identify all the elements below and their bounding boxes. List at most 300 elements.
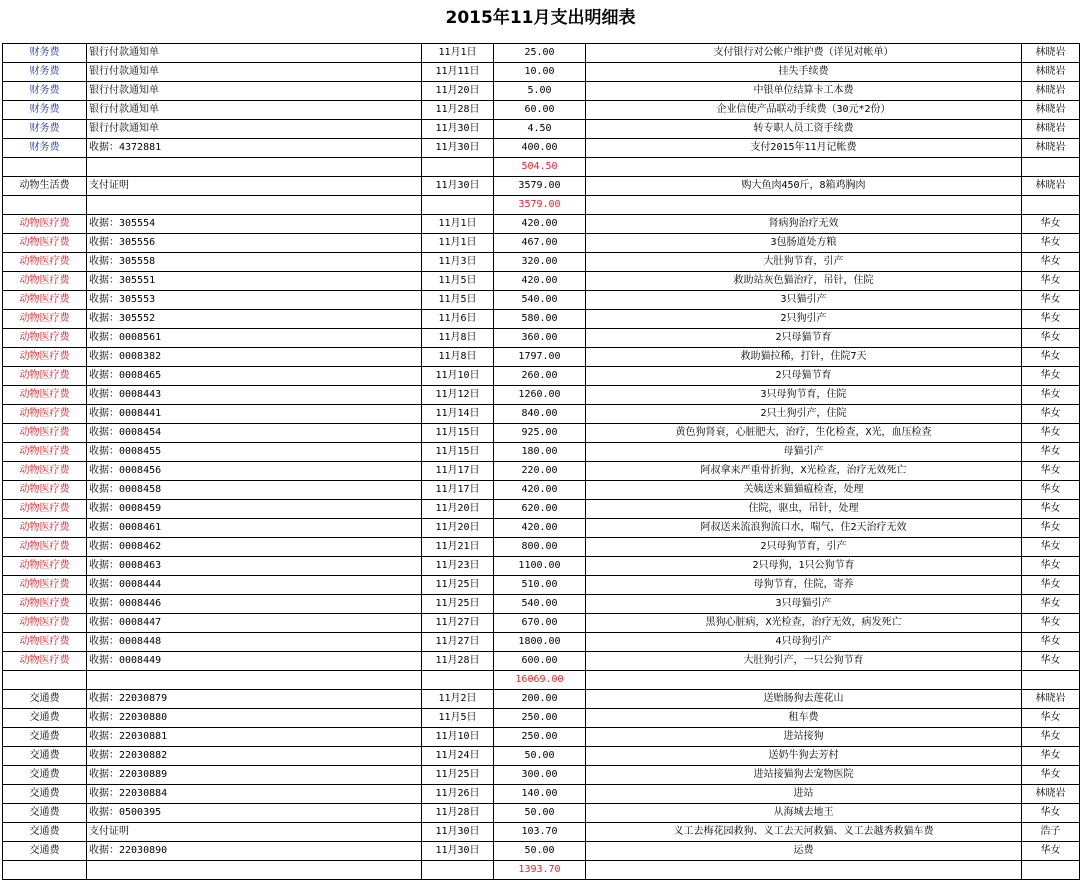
table-row[interactable] — [3, 443, 1080, 462]
date-cell[interactable]: 11月30日 — [422, 120, 494, 139]
category-cell[interactable]: 财务费 — [3, 120, 87, 139]
amount-cell[interactable]: 420.00 — [494, 481, 586, 500]
date-cell[interactable] — [422, 671, 494, 690]
table-row[interactable] — [3, 633, 1080, 652]
document-cell[interactable]: 收据：0008456 — [87, 462, 422, 481]
category-cell[interactable]: 动物医疗费 — [3, 272, 87, 291]
document-cell[interactable]: 收据：0008449 — [87, 652, 422, 671]
date-cell[interactable]: 11月2日 — [422, 690, 494, 709]
description-cell[interactable]: 企业信使产品联动手续费（30元*2份） — [586, 101, 1022, 120]
document-cell[interactable]: 收据：305558 — [87, 253, 422, 272]
category-cell[interactable]: 财务费 — [3, 82, 87, 101]
amount-cell[interactable]: 60.00 — [494, 101, 586, 120]
amount-cell[interactable]: 103.70 — [494, 823, 586, 842]
document-cell[interactable]: 收据：0008465 — [87, 367, 422, 386]
document-cell[interactable]: 收据：0008444 — [87, 576, 422, 595]
date-cell[interactable]: 11月15日 — [422, 424, 494, 443]
document-cell[interactable]: 收据：22030879 — [87, 690, 422, 709]
amount-cell[interactable]: 320.00 — [494, 253, 586, 272]
date-cell[interactable]: 11月3日 — [422, 253, 494, 272]
category-cell[interactable]: 财务费 — [3, 63, 87, 82]
table-row[interactable] — [3, 120, 1080, 139]
subtotal-amount-cell[interactable]: 504.50 — [494, 158, 586, 177]
document-cell[interactable]: 收据：305554 — [87, 215, 422, 234]
description-cell[interactable]: 肾病狗治疗无效 — [586, 215, 1022, 234]
table-row[interactable] — [3, 215, 1080, 234]
description-cell[interactable]: 送贻肠狗去莲花山 — [586, 690, 1022, 709]
handler-cell[interactable]: 华女 — [1022, 519, 1080, 538]
category-cell[interactable]: 动物医疗费 — [3, 614, 87, 633]
table-row[interactable] — [3, 253, 1080, 272]
description-cell[interactable]: 母猫引产 — [586, 443, 1022, 462]
amount-cell[interactable]: 540.00 — [494, 291, 586, 310]
date-cell[interactable]: 11月1日 — [422, 215, 494, 234]
date-cell[interactable]: 11月28日 — [422, 804, 494, 823]
amount-cell[interactable]: 140.00 — [494, 785, 586, 804]
handler-cell[interactable]: 华女 — [1022, 709, 1080, 728]
category-cell[interactable]: 动物医疗费 — [3, 519, 87, 538]
amount-cell[interactable]: 200.00 — [494, 690, 586, 709]
table-row[interactable] — [3, 519, 1080, 538]
document-cell[interactable]: 收据：0008447 — [87, 614, 422, 633]
handler-cell[interactable] — [1022, 861, 1080, 880]
description-cell[interactable]: 大肚狗节育，引产 — [586, 253, 1022, 272]
document-cell[interactable]: 收据：0008382 — [87, 348, 422, 367]
date-cell[interactable]: 11月27日 — [422, 614, 494, 633]
date-cell[interactable]: 11月20日 — [422, 82, 494, 101]
document-cell[interactable]: 支付证明 — [87, 823, 422, 842]
document-cell[interactable]: 收据：305556 — [87, 234, 422, 253]
category-cell[interactable]: 动物医疗费 — [3, 234, 87, 253]
handler-cell[interactable]: 林晓岩 — [1022, 101, 1080, 120]
handler-cell[interactable]: 华女 — [1022, 215, 1080, 234]
date-cell[interactable]: 11月23日 — [422, 557, 494, 576]
category-cell[interactable]: 交通费 — [3, 747, 87, 766]
subtotal-row[interactable] — [3, 671, 1080, 690]
handler-cell[interactable]: 华女 — [1022, 310, 1080, 329]
category-cell[interactable]: 动物医疗费 — [3, 595, 87, 614]
handler-cell[interactable] — [1022, 671, 1080, 690]
description-cell[interactable]: 救助站灰色猫治疗，吊针，住院 — [586, 272, 1022, 291]
category-cell[interactable]: 财务费 — [3, 44, 87, 63]
category-cell[interactable]: 动物生活费 — [3, 177, 87, 196]
document-cell[interactable] — [87, 861, 422, 880]
date-cell[interactable]: 11月21日 — [422, 538, 494, 557]
subtotal-amount-cell[interactable]: 16069.00 — [494, 671, 586, 690]
document-cell[interactable]: 收据：22030889 — [87, 766, 422, 785]
table-row[interactable] — [3, 234, 1080, 253]
document-cell[interactable]: 收据：22030881 — [87, 728, 422, 747]
table-row[interactable] — [3, 291, 1080, 310]
handler-cell[interactable]: 华女 — [1022, 291, 1080, 310]
description-cell[interactable]: 支付银行对公帐户维护费（详见对帐单） — [586, 44, 1022, 63]
document-cell[interactable]: 收据：0008454 — [87, 424, 422, 443]
amount-cell[interactable]: 220.00 — [494, 462, 586, 481]
document-cell[interactable]: 收据：0008561 — [87, 329, 422, 348]
document-cell[interactable]: 收据：22030884 — [87, 785, 422, 804]
amount-cell[interactable]: 360.00 — [494, 329, 586, 348]
description-cell[interactable]: 2只狗引产 — [586, 310, 1022, 329]
document-cell[interactable]: 收据：0008455 — [87, 443, 422, 462]
handler-cell[interactable]: 华女 — [1022, 576, 1080, 595]
date-cell[interactable]: 11月5日 — [422, 272, 494, 291]
amount-cell[interactable]: 50.00 — [494, 747, 586, 766]
description-cell[interactable]: 进站接猫狗去宠物医院 — [586, 766, 1022, 785]
handler-cell[interactable]: 华女 — [1022, 234, 1080, 253]
table-row[interactable] — [3, 614, 1080, 633]
table-row[interactable] — [3, 709, 1080, 728]
handler-cell[interactable]: 华女 — [1022, 462, 1080, 481]
document-cell[interactable]: 收据：0008459 — [87, 500, 422, 519]
description-cell[interactable]: 3包肠道处方粮 — [586, 234, 1022, 253]
description-cell[interactable]: 2只母猫节育 — [586, 367, 1022, 386]
category-cell[interactable] — [3, 861, 87, 880]
subtotal-amount-cell[interactable]: 3579.00 — [494, 196, 586, 215]
amount-cell[interactable]: 420.00 — [494, 215, 586, 234]
date-cell[interactable]: 11月28日 — [422, 101, 494, 120]
category-cell[interactable]: 动物医疗费 — [3, 481, 87, 500]
description-cell[interactable]: 进站 — [586, 785, 1022, 804]
category-cell[interactable]: 交通费 — [3, 690, 87, 709]
category-cell[interactable] — [3, 196, 87, 215]
table-row[interactable] — [3, 481, 1080, 500]
handler-cell[interactable]: 华女 — [1022, 538, 1080, 557]
amount-cell[interactable]: 10.00 — [494, 63, 586, 82]
description-cell[interactable]: 大肚狗引产，一只公狗节育 — [586, 652, 1022, 671]
category-cell[interactable]: 交通费 — [3, 823, 87, 842]
document-cell[interactable]: 收据：0008462 — [87, 538, 422, 557]
category-cell[interactable]: 动物医疗费 — [3, 557, 87, 576]
table-row[interactable] — [3, 462, 1080, 481]
handler-cell[interactable]: 华女 — [1022, 728, 1080, 747]
amount-cell[interactable]: 840.00 — [494, 405, 586, 424]
handler-cell[interactable]: 华女 — [1022, 500, 1080, 519]
table-row[interactable] — [3, 177, 1080, 196]
category-cell[interactable]: 动物医疗费 — [3, 633, 87, 652]
handler-cell[interactable]: 华女 — [1022, 348, 1080, 367]
category-cell[interactable]: 交通费 — [3, 785, 87, 804]
handler-cell[interactable]: 华女 — [1022, 557, 1080, 576]
amount-cell[interactable]: 467.00 — [494, 234, 586, 253]
table-row[interactable] — [3, 785, 1080, 804]
date-cell[interactable]: 11月24日 — [422, 747, 494, 766]
handler-cell[interactable] — [1022, 158, 1080, 177]
category-cell[interactable] — [3, 671, 87, 690]
category-cell[interactable]: 动物医疗费 — [3, 253, 87, 272]
date-cell[interactable]: 11月11日 — [422, 63, 494, 82]
description-cell[interactable]: 黄色狗肾衰，心脏肥大，治疗，生化检查，X光，血压检查 — [586, 424, 1022, 443]
date-cell[interactable]: 11月30日 — [422, 842, 494, 861]
category-cell[interactable]: 交通费 — [3, 766, 87, 785]
description-cell[interactable]: 2只母猫节育 — [586, 329, 1022, 348]
date-cell[interactable]: 11月5日 — [422, 709, 494, 728]
category-cell[interactable]: 动物医疗费 — [3, 500, 87, 519]
amount-cell[interactable]: 250.00 — [494, 728, 586, 747]
amount-cell[interactable]: 800.00 — [494, 538, 586, 557]
table-row[interactable] — [3, 500, 1080, 519]
description-cell[interactable]: 送奶牛狗去芳村 — [586, 747, 1022, 766]
date-cell[interactable]: 11月30日 — [422, 177, 494, 196]
table-row[interactable] — [3, 595, 1080, 614]
table-row[interactable] — [3, 101, 1080, 120]
date-cell[interactable]: 11月1日 — [422, 234, 494, 253]
document-cell[interactable]: 收据：0008443 — [87, 386, 422, 405]
category-cell[interactable]: 动物医疗费 — [3, 443, 87, 462]
date-cell[interactable]: 11月26日 — [422, 785, 494, 804]
date-cell[interactable]: 11月25日 — [422, 576, 494, 595]
amount-cell[interactable]: 540.00 — [494, 595, 586, 614]
date-cell[interactable]: 11月5日 — [422, 291, 494, 310]
amount-cell[interactable]: 25.00 — [494, 44, 586, 63]
category-cell[interactable]: 动物医疗费 — [3, 348, 87, 367]
handler-cell[interactable]: 林晓岩 — [1022, 63, 1080, 82]
description-cell[interactable]: 2只母狗，1只公狗节育 — [586, 557, 1022, 576]
amount-cell[interactable]: 1100.00 — [494, 557, 586, 576]
amount-cell[interactable]: 670.00 — [494, 614, 586, 633]
table-row[interactable] — [3, 557, 1080, 576]
document-cell[interactable]: 银行付款通知单 — [87, 101, 422, 120]
table-row[interactable] — [3, 348, 1080, 367]
table-row[interactable] — [3, 424, 1080, 443]
category-cell[interactable]: 交通费 — [3, 804, 87, 823]
handler-cell[interactable]: 林晓岩 — [1022, 120, 1080, 139]
document-cell[interactable]: 支付证明 — [87, 177, 422, 196]
table-row[interactable] — [3, 272, 1080, 291]
table-row[interactable] — [3, 139, 1080, 158]
category-cell[interactable] — [3, 158, 87, 177]
description-cell[interactable]: 2只土狗引产，住院 — [586, 405, 1022, 424]
description-cell[interactable]: 租车费 — [586, 709, 1022, 728]
amount-cell[interactable]: 400.00 — [494, 139, 586, 158]
handler-cell[interactable]: 华女 — [1022, 253, 1080, 272]
date-cell[interactable]: 11月14日 — [422, 405, 494, 424]
table-row[interactable] — [3, 576, 1080, 595]
subtotal-row[interactable] — [3, 861, 1080, 880]
amount-cell[interactable]: 260.00 — [494, 367, 586, 386]
description-cell[interactable]: 中银单位结算卡工本费 — [586, 82, 1022, 101]
description-cell[interactable]: 义工去梅花园救狗、义工去天河救猫、义工去越秀救猫车费 — [586, 823, 1022, 842]
amount-cell[interactable]: 250.00 — [494, 709, 586, 728]
date-cell[interactable]: 11月20日 — [422, 519, 494, 538]
category-cell[interactable]: 动物医疗费 — [3, 215, 87, 234]
table-row[interactable] — [3, 747, 1080, 766]
date-cell[interactable]: 11月1日 — [422, 44, 494, 63]
description-cell[interactable]: 阿叔送来流浪狗流口水，喘气，住2天治疗无效 — [586, 519, 1022, 538]
date-cell[interactable]: 11月17日 — [422, 481, 494, 500]
document-cell[interactable]: 收据：22030880 — [87, 709, 422, 728]
document-cell[interactable]: 收据：305552 — [87, 310, 422, 329]
handler-cell[interactable]: 华女 — [1022, 443, 1080, 462]
description-cell[interactable] — [586, 196, 1022, 215]
category-cell[interactable]: 动物医疗费 — [3, 291, 87, 310]
table-row[interactable] — [3, 405, 1080, 424]
handler-cell[interactable]: 华女 — [1022, 386, 1080, 405]
table-row[interactable] — [3, 842, 1080, 861]
description-cell[interactable]: 住院，驱虫，吊针，处理 — [586, 500, 1022, 519]
handler-cell[interactable] — [1022, 196, 1080, 215]
table-row[interactable] — [3, 690, 1080, 709]
handler-cell[interactable]: 华女 — [1022, 766, 1080, 785]
subtotal-row[interactable] — [3, 196, 1080, 215]
date-cell[interactable]: 11月15日 — [422, 443, 494, 462]
document-cell[interactable]: 收据：22030882 — [87, 747, 422, 766]
category-cell[interactable]: 动物医疗费 — [3, 462, 87, 481]
amount-cell[interactable]: 1800.00 — [494, 633, 586, 652]
amount-cell[interactable]: 620.00 — [494, 500, 586, 519]
subtotal-amount-cell[interactable]: 1393.70 — [494, 861, 586, 880]
amount-cell[interactable]: 50.00 — [494, 804, 586, 823]
description-cell[interactable] — [586, 671, 1022, 690]
document-cell[interactable]: 银行付款通知单 — [87, 120, 422, 139]
date-cell[interactable]: 11月27日 — [422, 633, 494, 652]
table-row[interactable] — [3, 367, 1080, 386]
date-cell[interactable]: 11月10日 — [422, 367, 494, 386]
handler-cell[interactable]: 林晓岩 — [1022, 177, 1080, 196]
date-cell[interactable]: 11月30日 — [422, 823, 494, 842]
category-cell[interactable]: 动物医疗费 — [3, 652, 87, 671]
handler-cell[interactable]: 林晓岩 — [1022, 785, 1080, 804]
description-cell[interactable]: 挂失手续费 — [586, 63, 1022, 82]
description-cell[interactable]: 进站接狗 — [586, 728, 1022, 747]
table-row[interactable] — [3, 823, 1080, 842]
handler-cell[interactable]: 华女 — [1022, 272, 1080, 291]
table-row[interactable] — [3, 766, 1080, 785]
description-cell[interactable]: 3只母猫引产 — [586, 595, 1022, 614]
description-cell[interactable] — [586, 861, 1022, 880]
handler-cell[interactable]: 华女 — [1022, 595, 1080, 614]
document-cell[interactable]: 收据：0008463 — [87, 557, 422, 576]
document-cell[interactable] — [87, 196, 422, 215]
description-cell[interactable]: 黑狗心脏病，X光检查，治疗无效，病发死亡 — [586, 614, 1022, 633]
document-cell[interactable]: 收据：0008448 — [87, 633, 422, 652]
document-cell[interactable]: 收据：22030890 — [87, 842, 422, 861]
category-cell[interactable]: 动物医疗费 — [3, 367, 87, 386]
document-cell[interactable] — [87, 671, 422, 690]
handler-cell[interactable]: 华女 — [1022, 481, 1080, 500]
date-cell[interactable]: 11月25日 — [422, 595, 494, 614]
amount-cell[interactable]: 4.50 — [494, 120, 586, 139]
handler-cell[interactable]: 华女 — [1022, 614, 1080, 633]
category-cell[interactable]: 交通费 — [3, 728, 87, 747]
amount-cell[interactable]: 420.00 — [494, 272, 586, 291]
category-cell[interactable]: 交通费 — [3, 842, 87, 861]
document-cell[interactable]: 银行付款通知单 — [87, 82, 422, 101]
handler-cell[interactable]: 华女 — [1022, 405, 1080, 424]
category-cell[interactable]: 动物医疗费 — [3, 538, 87, 557]
handler-cell[interactable]: 林晓岩 — [1022, 139, 1080, 158]
category-cell[interactable]: 动物医疗费 — [3, 329, 87, 348]
category-cell[interactable]: 交通费 — [3, 709, 87, 728]
amount-cell[interactable]: 925.00 — [494, 424, 586, 443]
document-cell[interactable]: 收据：0008461 — [87, 519, 422, 538]
handler-cell[interactable]: 华女 — [1022, 367, 1080, 386]
description-cell[interactable]: 运费 — [586, 842, 1022, 861]
amount-cell[interactable]: 180.00 — [494, 443, 586, 462]
date-cell[interactable]: 11月28日 — [422, 652, 494, 671]
amount-cell[interactable]: 420.00 — [494, 519, 586, 538]
table-row[interactable] — [3, 386, 1080, 405]
handler-cell[interactable]: 华女 — [1022, 424, 1080, 443]
document-cell[interactable]: 收据：0008458 — [87, 481, 422, 500]
amount-cell[interactable]: 300.00 — [494, 766, 586, 785]
date-cell[interactable]: 11月25日 — [422, 766, 494, 785]
table-row[interactable] — [3, 804, 1080, 823]
document-cell[interactable]: 收据：0500395 — [87, 804, 422, 823]
handler-cell[interactable]: 林晓岩 — [1022, 690, 1080, 709]
table-row[interactable] — [3, 538, 1080, 557]
date-cell[interactable]: 11月8日 — [422, 348, 494, 367]
document-cell[interactable]: 收据：305553 — [87, 291, 422, 310]
amount-cell[interactable]: 5.00 — [494, 82, 586, 101]
date-cell[interactable]: 11月17日 — [422, 462, 494, 481]
date-cell[interactable]: 11月10日 — [422, 728, 494, 747]
handler-cell[interactable]: 林晓岩 — [1022, 82, 1080, 101]
description-cell[interactable]: 转专职人员工资手续费 — [586, 120, 1022, 139]
document-cell[interactable]: 收据：0008441 — [87, 405, 422, 424]
table-row[interactable] — [3, 652, 1080, 671]
description-cell[interactable]: 2只母狗节育，引产 — [586, 538, 1022, 557]
document-cell[interactable]: 银行付款通知单 — [87, 44, 422, 63]
document-cell[interactable]: 收据：0008446 — [87, 595, 422, 614]
category-cell[interactable]: 动物医疗费 — [3, 576, 87, 595]
date-cell[interactable]: 11月12日 — [422, 386, 494, 405]
amount-cell[interactable]: 50.00 — [494, 842, 586, 861]
description-cell[interactable] — [586, 158, 1022, 177]
category-cell[interactable]: 动物医疗费 — [3, 310, 87, 329]
date-cell[interactable] — [422, 196, 494, 215]
category-cell[interactable]: 动物医疗费 — [3, 405, 87, 424]
document-cell[interactable]: 银行付款通知单 — [87, 63, 422, 82]
table-row[interactable] — [3, 728, 1080, 747]
category-cell[interactable]: 财务费 — [3, 139, 87, 158]
table-row[interactable] — [3, 329, 1080, 348]
date-cell[interactable]: 11月6日 — [422, 310, 494, 329]
date-cell[interactable] — [422, 158, 494, 177]
date-cell[interactable]: 11月20日 — [422, 500, 494, 519]
handler-cell[interactable]: 华女 — [1022, 747, 1080, 766]
description-cell[interactable]: 4只母狗引产 — [586, 633, 1022, 652]
description-cell[interactable]: 支付2015年11月记帐费 — [586, 139, 1022, 158]
amount-cell[interactable]: 1260.00 — [494, 386, 586, 405]
handler-cell[interactable]: 浩子 — [1022, 823, 1080, 842]
table-row[interactable] — [3, 63, 1080, 82]
amount-cell[interactable]: 1797.00 — [494, 348, 586, 367]
table-row[interactable] — [3, 310, 1080, 329]
subtotal-row[interactable] — [3, 158, 1080, 177]
document-cell[interactable] — [87, 158, 422, 177]
category-cell[interactable]: 财务费 — [3, 101, 87, 120]
description-cell[interactable]: 从海城去地王 — [586, 804, 1022, 823]
handler-cell[interactable]: 华女 — [1022, 804, 1080, 823]
category-cell[interactable]: 动物医疗费 — [3, 424, 87, 443]
date-cell[interactable] — [422, 861, 494, 880]
description-cell[interactable]: 购大鱼肉450斤，8箱鸡胸肉 — [586, 177, 1022, 196]
handler-cell[interactable]: 华女 — [1022, 842, 1080, 861]
amount-cell[interactable]: 510.00 — [494, 576, 586, 595]
description-cell[interactable]: 救助猫拉稀，打针，住院7天 — [586, 348, 1022, 367]
document-cell[interactable]: 收据：4372881 — [87, 139, 422, 158]
description-cell[interactable]: 阿叔拿来严重骨折狗，X光检查，治疗无效死亡 — [586, 462, 1022, 481]
description-cell[interactable]: 3只母狗节育，住院 — [586, 386, 1022, 405]
description-cell[interactable]: 关姨送来猫猫瘟检查，处理 — [586, 481, 1022, 500]
handler-cell[interactable]: 华女 — [1022, 652, 1080, 671]
amount-cell[interactable]: 3579.00 — [494, 177, 586, 196]
description-cell[interactable]: 3只猫引产 — [586, 291, 1022, 310]
handler-cell[interactable]: 华女 — [1022, 633, 1080, 652]
description-cell[interactable]: 母狗节育，住院，寄养 — [586, 576, 1022, 595]
amount-cell[interactable]: 580.00 — [494, 310, 586, 329]
category-cell[interactable]: 动物医疗费 — [3, 386, 87, 405]
